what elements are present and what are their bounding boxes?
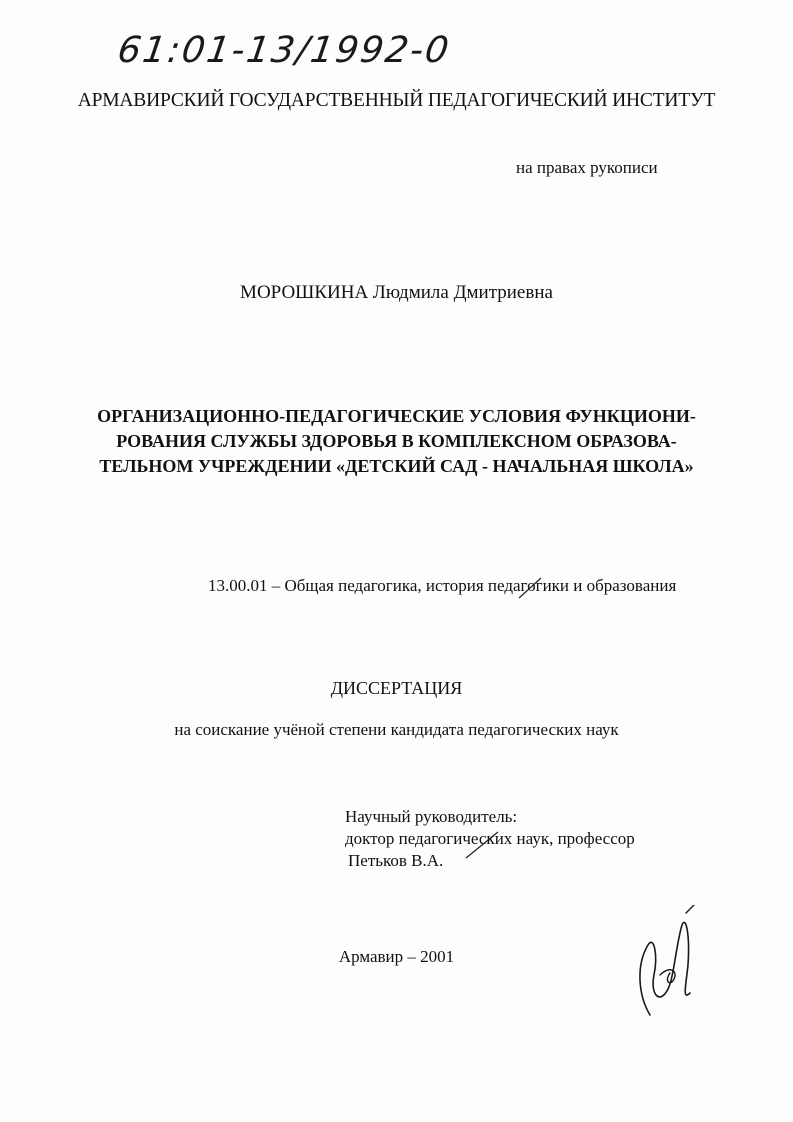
- title-line: РОВАНИЯ СЛУЖБЫ ЗДОРОВЬЯ В КОМПЛЕКСНОМ ОБРАЗОВА-: [116, 431, 677, 451]
- institute-name: АРМАВИРСКИЙ ГОСУДАРСТВЕННЫЙ ПЕДАГОГИЧЕСКИЙ ИНСТИТУТ: [77, 90, 716, 111]
- pen-stroke-icon: [462, 828, 502, 860]
- title-line: ОРГАНИЗАЦИОННО-ПЕДАГОГИЧЕСКИЕ УСЛОВИЯ ФУНКЦИОНИ-: [97, 406, 696, 426]
- specialty-code: 13.00.01 – Общая педагогика, история педагогики и образования: [208, 576, 677, 595]
- author-name: МОРОШКИНА Людмила Дмитриевна: [240, 282, 553, 303]
- supervisor-label: Научный руководитель:: [345, 807, 518, 826]
- title-line: ТЕЛЬНОМ УЧРЕЖДЕНИИ «ДЕТСКИЙ САД - НАЧАЛЬНАЯ ШКОЛА»: [99, 456, 694, 476]
- degree-line: на соискание учёной степени кандидата педагогических наук: [174, 720, 619, 739]
- signature-icon: [630, 905, 710, 1025]
- archive-code: 61:01-13/1992-0: [115, 30, 454, 71]
- place-year: Армавир – 2001: [338, 947, 455, 966]
- supervisor-credentials: доктор педагогических наук, профессор: [345, 829, 635, 848]
- dissertation-title: [0, 404, 793, 479]
- document-type: ДИССЕРТАЦИЯ: [330, 678, 463, 698]
- rights-note: на правах рукописи: [516, 158, 658, 177]
- pen-stroke-icon: [515, 576, 545, 600]
- supervisor-name: Петьков В.А.: [348, 851, 444, 870]
